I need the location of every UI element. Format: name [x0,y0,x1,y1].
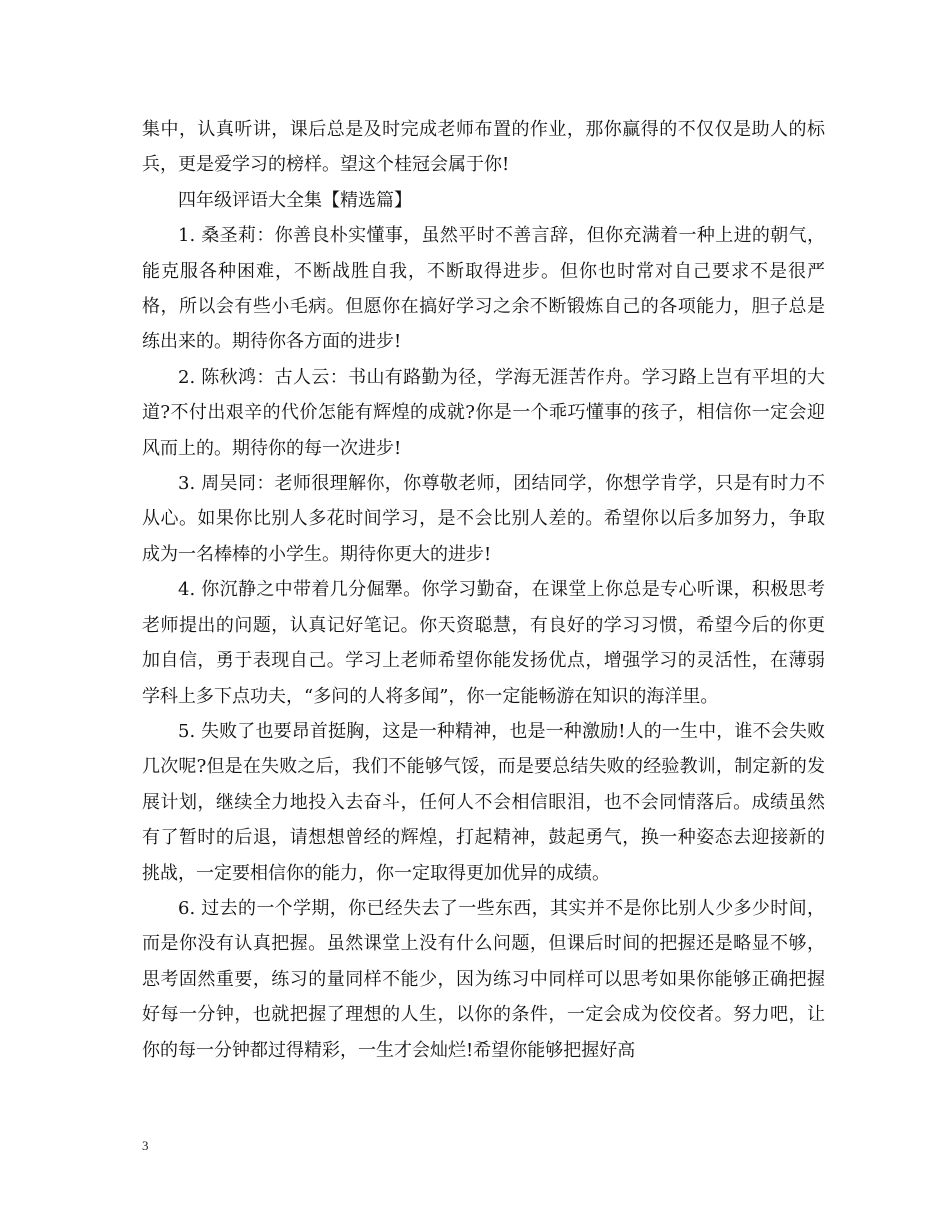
paragraph-item-4: 4. 你沉静之中带着几分倔犟。你学习勤奋，在课堂上你总是专心听课，积极思考老师提出的问题，认真记好笔记。你天资聪慧，有良好的学习习惯，希望今后的你更加自信，勇于表现自己。学习上老师希望你能发扬优点，增强学习的灵活性，在薄弱学科上多下点功夫，“多问的人将多闻”，你一定能畅游在知识的海洋里。 [142,579,825,707]
page-number: 3 [142,1138,149,1153]
paragraph-item-3: 3. 周吴同：老师很理解你，你尊敬老师，团结同学，你想学肯学，只是有时力不从心。如果你比别人多花时间学习，是不会比别人差的。希望你以后多加努力，争取成为一名棒棒的小学生。期待你更大的进步! [142,473,825,565]
paragraph-item-6: 6. 过去的一个学期，你已经失去了一些东西，其实并不是你比别人少多少时间，而是你没有认真把握。虽然课堂上没有什么问题，但课后时间的把握还是略显不够，思考固然重要，练习的量同样不能少，因为练习中同样可以思考如果你能够正确把握好每一分钟，也就把握了理想的人生，以你的条件，一定会成为佼佼者。努力吧，让你的每一分钟都过得精彩，一生才会灿烂!希望你能够把握好高 [142,897,825,1061]
paragraph-item-1: 1. 桑圣莉：你善良朴实懂事，虽然平时不善言辞，但你充满着一种上进的朝气，能克服各种困难，不断战胜自我，不断取得进步。但你也时常对自己要求不是很严格，所以会有些小毛病。但愿你在搞好学习之余不断锻炼自己的各项能力，胆子总是练出来的。期待你各方面的进步! [142,225,825,353]
paragraph-continuation: 集中，认真听讲，课后总是及时完成老师布置的作业，那你赢得的不仅仅是助人的标兵，更是爱学习的榜样。望这个桂冠会属于你! [142,119,825,176]
paragraph-item-2: 2. 陈秋鸿：古人云：书山有路勤为径，学海无涯苦作舟。学习路上岂有平坦的大道?不付出艰辛的代价怎能有辉煌的成就?你是一个乖巧懂事的孩子，相信你一定会迎风而上的。期待你的每一次进步! [142,366,825,459]
section-heading: 四年级评语大全集【精选篇】 [178,189,412,211]
document-body [142,112,825,1068]
paragraph-item-5: 5. 失败了也要昂首挺胸，这是一种精神，也是一种激励!人的一生中，谁不会失败几次呢?但是在失败之后，我们不能够气馁，而是要总结失败的经验教训，制定新的发展计划，继续全力地投入去奋斗，任何人不会相信眼泪，也不会同情落后。成绩虽然有了暂时的后退，请想想曾经的辉煌，打起精神，鼓起勇气，换一种姿态去迎接新的挑战，一定要相信你的能力，你一定取得更加优异的成绩。 [142,720,825,884]
